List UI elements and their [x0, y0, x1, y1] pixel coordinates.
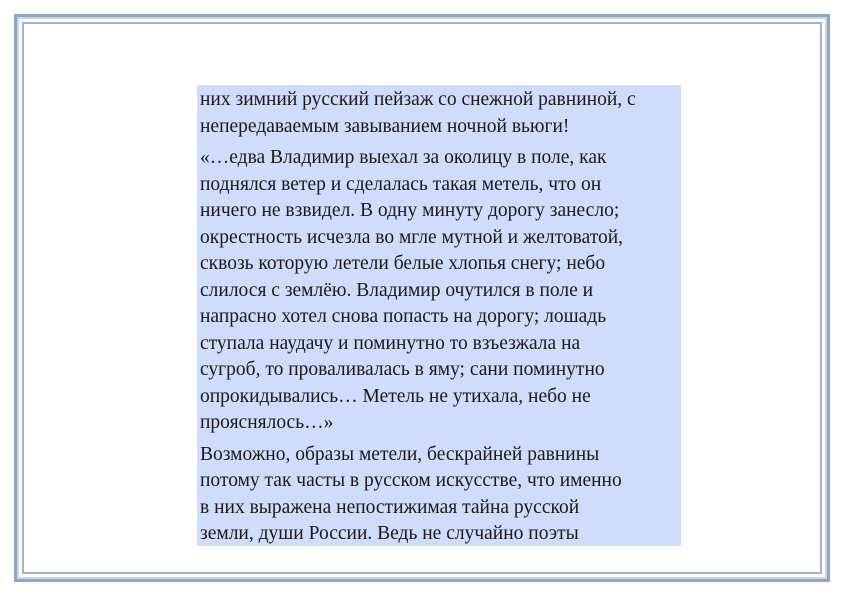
text-box	[197, 85, 681, 546]
paragraph-conclusion: Возможно, образы метели, бескрайней равнины потому так часты в русском искусстве, что именно в них выражена непостижимая тайна русской земли, души России. Ведь не случайно поэты	[200, 443, 622, 544]
paragraph-quote: «…едва Владимир выехал за околицу в поле, как поднялся ветер и сделалась такая метель, что он ничего не взвидел. В одну минуту дорогу занесло; окрестность исчезла во мгле мутной и желтоватой, сквозь которую летели белые хлопья снегу; небо слилося с землёю. Владимир очутился в поле и напрасно хотел снова попасть на дорогу; лошадь ступала наудачу и поминутно то взъезжала на сугроб, то проваливалась в яму; сани поминутно опрокидывались… Метель не утихала, небо не прояснялось…»	[200, 147, 624, 433]
paragraph-intro: них зимний русский пейзаж со снежной равниной, с непередаваемым завыванием ночной вьюги!	[200, 89, 636, 137]
